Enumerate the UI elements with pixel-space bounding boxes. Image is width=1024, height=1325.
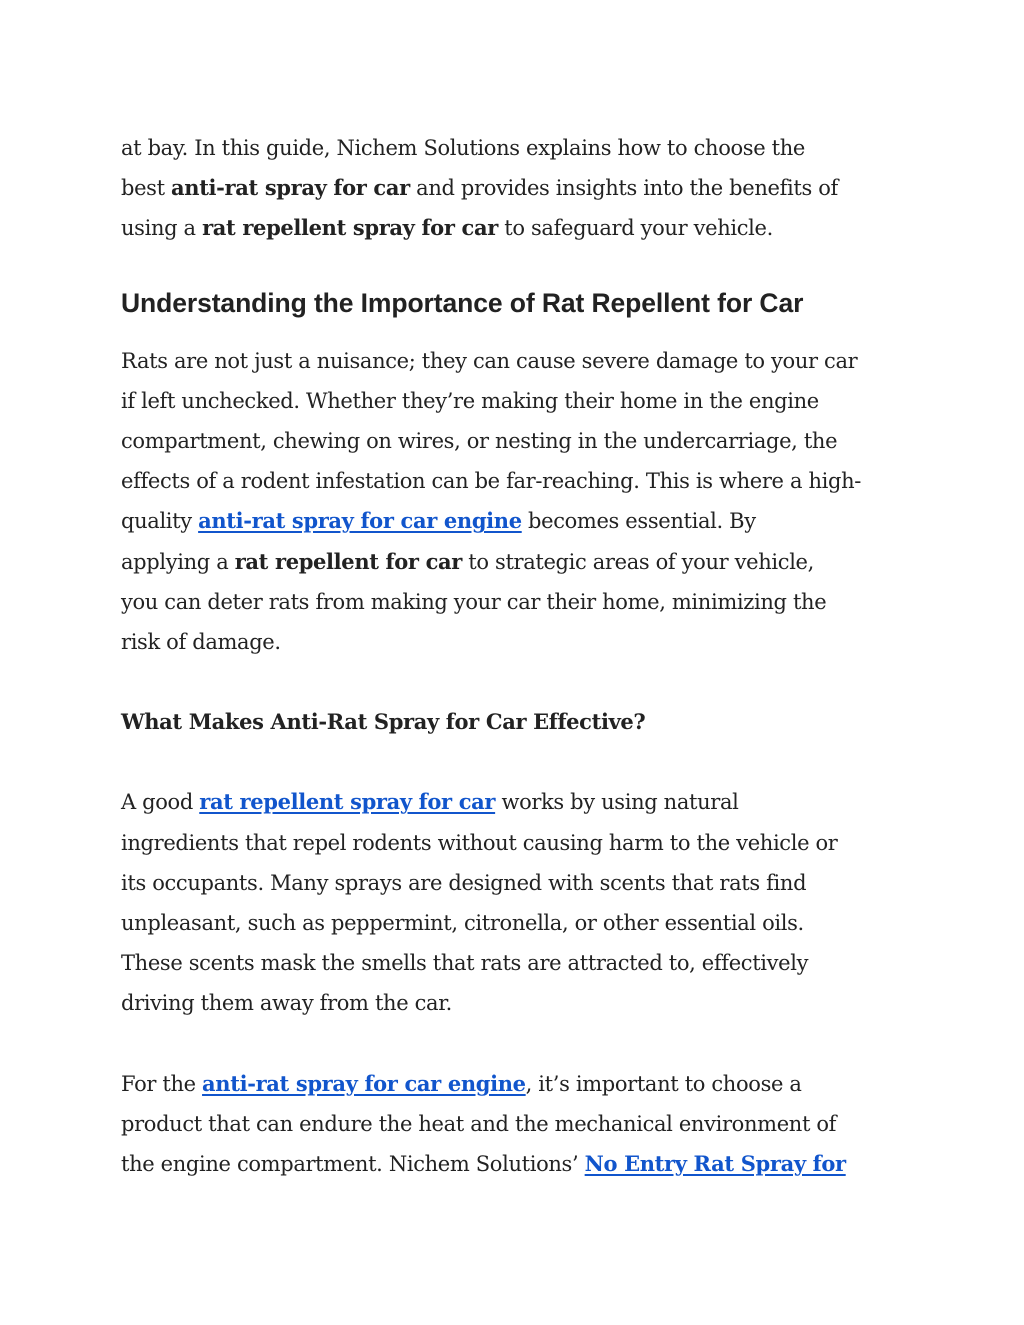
text-run: compartment, chewing on wires, or nesting in the undercarriage, the <box>121 429 838 454</box>
text-line <box>121 461 921 501</box>
link-anti-rat-spray-car-engine[interactable]: anti-rat spray for car engine <box>198 508 522 534</box>
bold-keyword: anti-rat spray for car <box>171 175 410 201</box>
text-run: best <box>121 176 172 201</box>
paragraph-gap <box>121 1024 921 1064</box>
text-line <box>121 421 921 461</box>
text-run: to safeguard your vehicle. <box>497 216 773 241</box>
text-run: , it’s important to choose a <box>525 1071 802 1096</box>
text-line <box>121 903 921 943</box>
section-heading-importance: Understanding the Importance of Rat Repellent for Car <box>121 287 804 318</box>
link-no-entry-rat-spray[interactable]: No Entry Rat Spray for <box>584 1151 846 1177</box>
engine-paragraph <box>121 1064 921 1185</box>
text-line <box>121 782 921 822</box>
text-run: Rats are not just a nuisance; they can cause severe damage to your car <box>121 348 858 373</box>
text-run: quality <box>121 509 199 534</box>
text-run: at bay. In this guide, Nichem Solutions explains how to choose the <box>121 136 805 160</box>
text-line <box>121 1144 921 1184</box>
text-run: driving them away from the car. <box>121 991 452 1016</box>
text-run: you can deter rats from making your car their home, minimizing the <box>121 589 827 614</box>
text-run: A good <box>121 790 200 815</box>
bold-keyword: rat repellent spray for car <box>202 215 498 241</box>
text-run: and provides insights into the benefits of <box>409 176 838 201</box>
text-line <box>121 168 921 208</box>
text-run: unpleasant, such as peppermint, citronella, or other essential oils. <box>121 911 804 936</box>
text-run: its occupants. Many sprays are designed with scents that rats find <box>121 870 807 895</box>
text-run: becomes essential. By <box>521 509 756 534</box>
text-line <box>121 501 921 541</box>
text-line <box>121 128 921 168</box>
document-page <box>121 128 921 1184</box>
text-line <box>121 863 921 903</box>
text-line <box>121 381 921 421</box>
bold-keyword: rat repellent for car <box>234 548 462 574</box>
link-rat-repellent-spray-car[interactable]: rat repellent spray for car <box>199 789 496 815</box>
text-run: if left unchecked. Whether they’re making their home in the engine <box>121 388 819 413</box>
text-run: to strategic areas of your vehicle, <box>461 549 814 574</box>
text-run: ingredients that repel rodents without causing harm to the vehicle or <box>121 830 838 855</box>
text-run: These scents mask the smells that rats are attracted to, effectively <box>121 951 809 976</box>
text-run: applying a <box>121 549 235 574</box>
text-line <box>121 542 921 582</box>
text-line <box>121 943 921 983</box>
text-run: the engine compartment. Nichem Solutions’ <box>121 1152 585 1177</box>
effective-paragraph <box>121 782 921 1023</box>
text-line <box>121 1064 921 1104</box>
sub-heading-effective: What Makes Anti-Rat Spray for Car Effective? <box>121 709 646 735</box>
text-line <box>121 823 921 863</box>
text-run: For the <box>121 1071 203 1096</box>
text-line <box>121 582 921 622</box>
text-line <box>121 983 921 1023</box>
intro-paragraph <box>121 128 921 249</box>
text-run: risk of damage. <box>121 630 281 655</box>
text-line <box>121 208 921 248</box>
text-line <box>121 1104 921 1144</box>
text-line <box>121 341 921 381</box>
link-anti-rat-spray-car-engine-2[interactable]: anti-rat spray for car engine <box>202 1070 526 1096</box>
text-run: using a <box>121 216 203 241</box>
text-run: product that can endure the heat and the mechanical environment of <box>121 1111 837 1136</box>
importance-paragraph <box>121 341 921 663</box>
text-line <box>121 622 921 662</box>
text-run: effects of a rodent infestation can be far-reaching. This is where a high- <box>121 469 862 494</box>
text-run: works by using natural <box>495 790 739 815</box>
